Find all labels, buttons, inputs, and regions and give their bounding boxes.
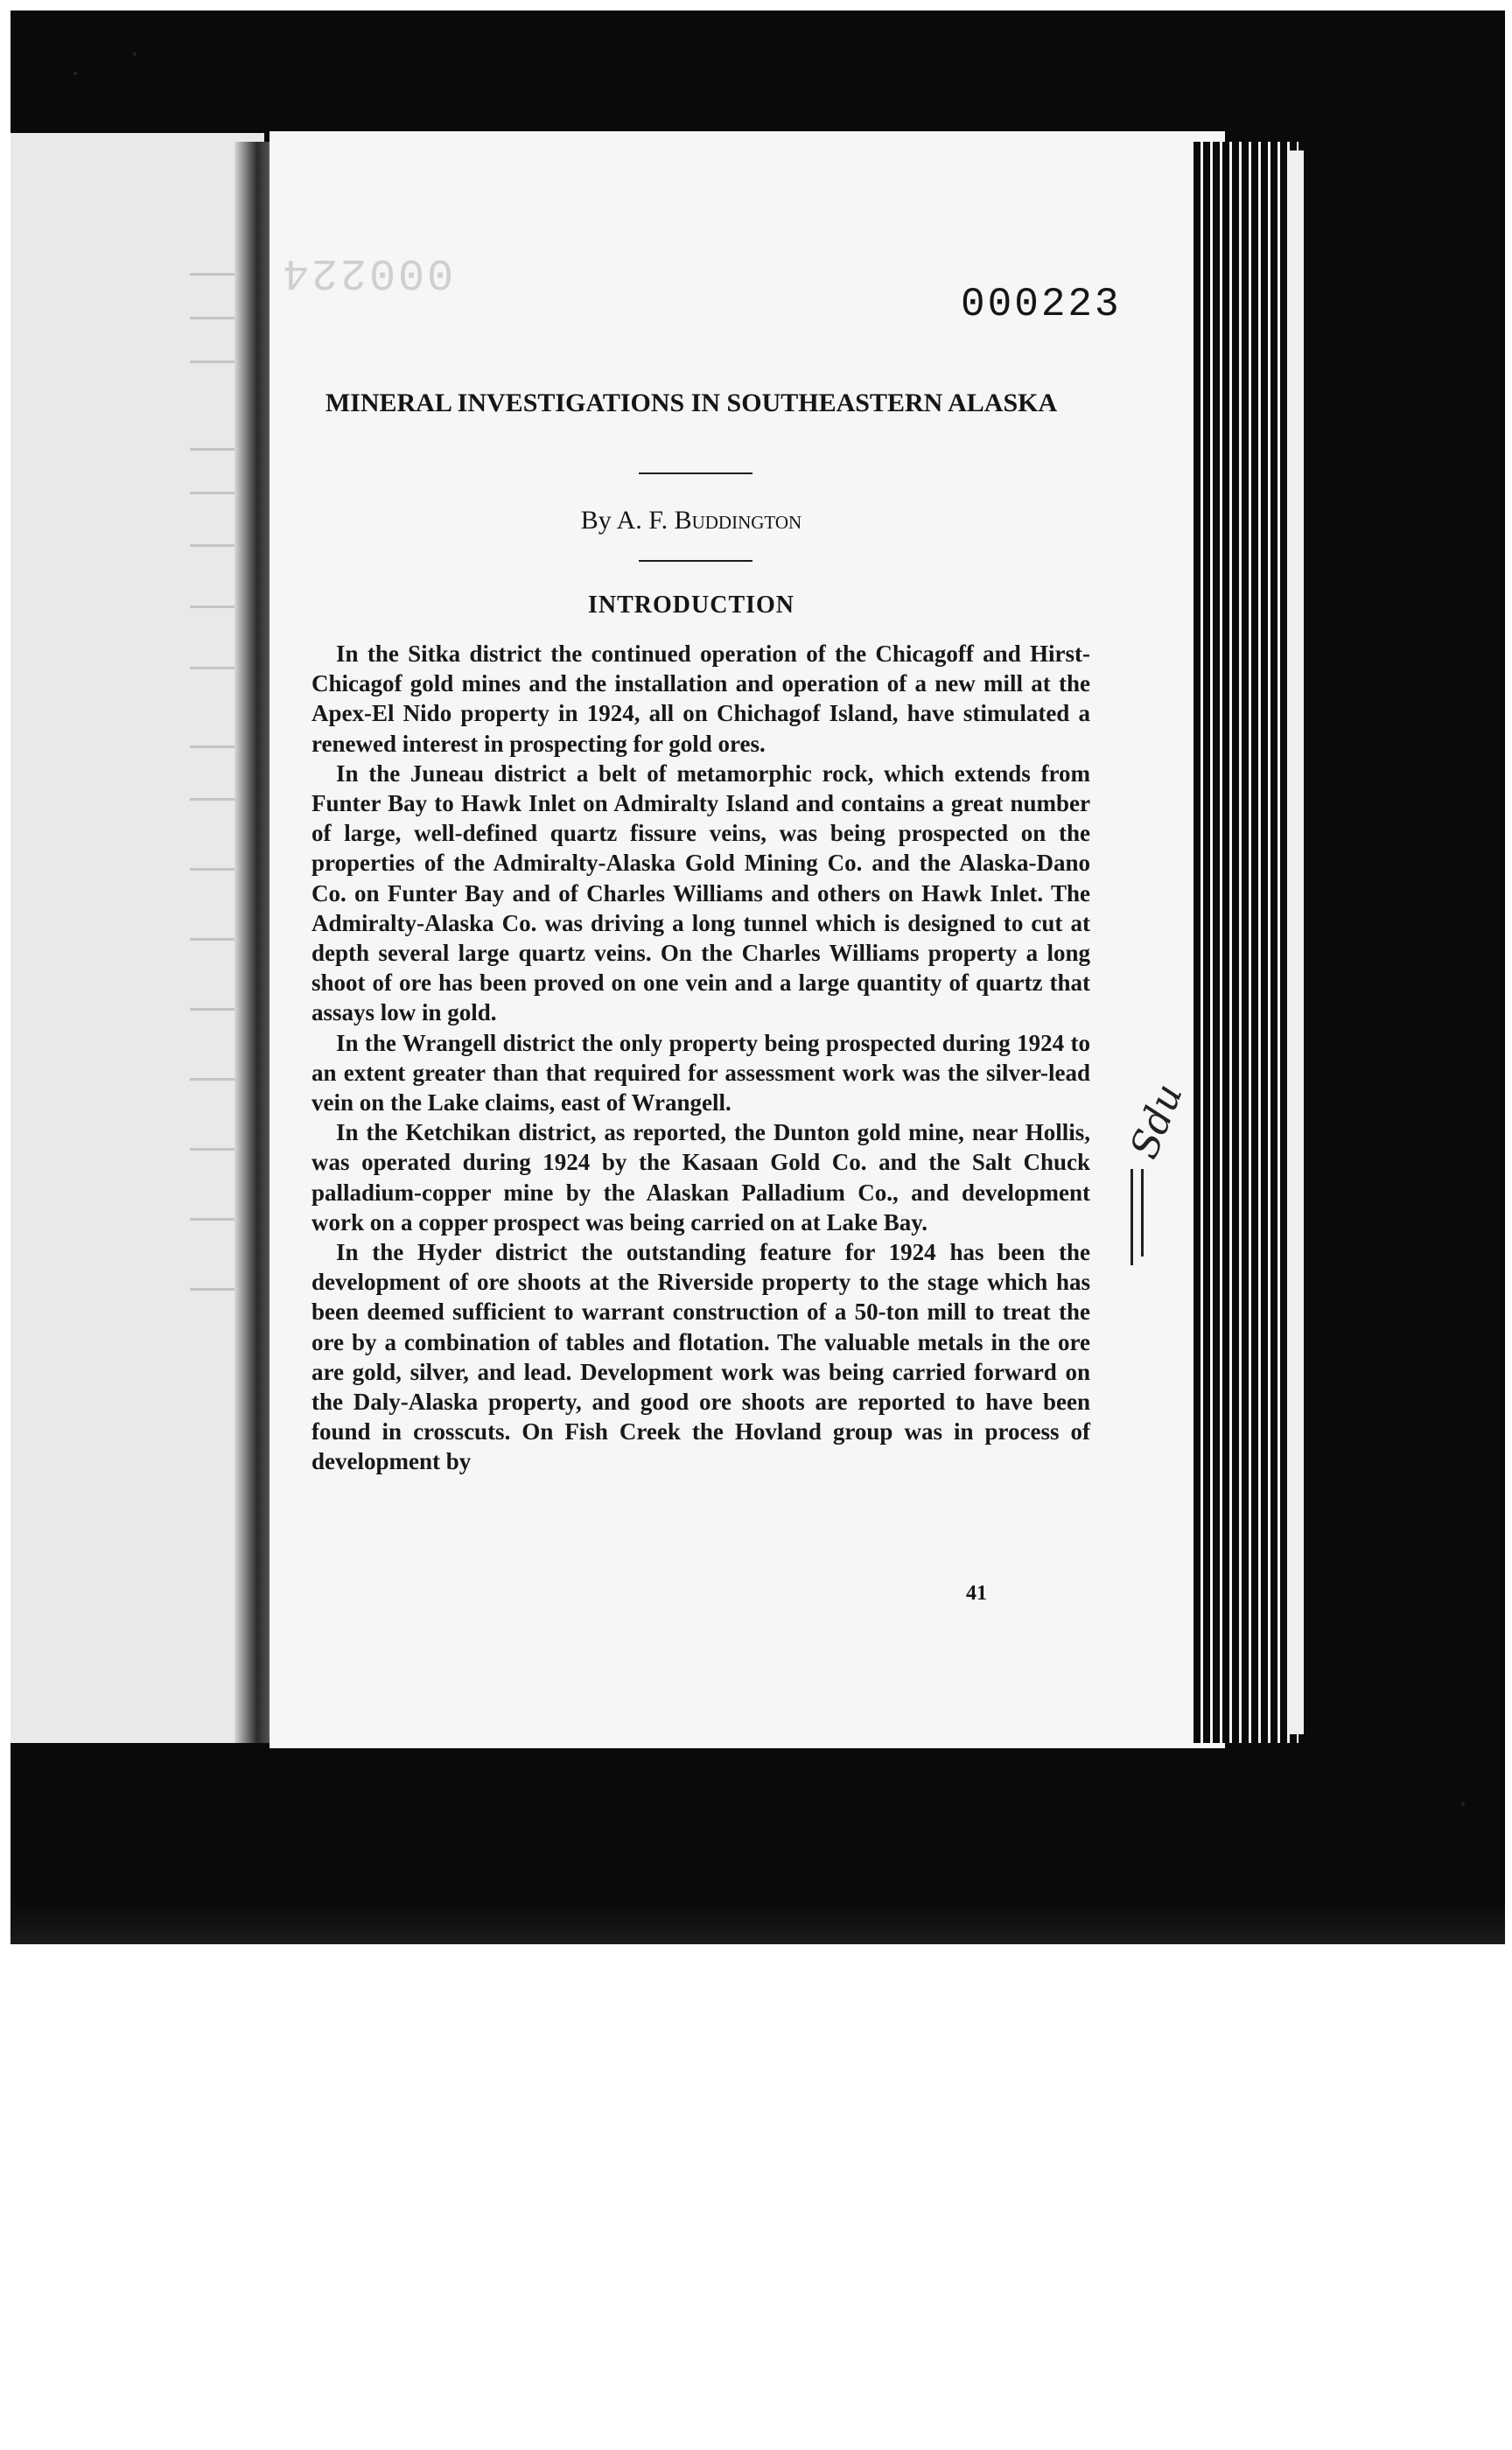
page-folio: 41 xyxy=(966,1582,987,1605)
author-byline xyxy=(315,506,1068,536)
byline-name: Buddington xyxy=(674,506,802,535)
paragraph-wrangell: In the Wrangell district the only property being prospected during 1924 to an extent greater than that required for assessment work was the silver-lead vein on the Lake claims, east of Wrangell. xyxy=(312,1029,1090,1116)
scan-speck xyxy=(133,52,136,56)
paragraph-hyder: In the Hyder district the outstanding feature for 1924 has been the development of ore shoots at the Riverside property to the stage which has been deemed sufficient to warrant construction of a 50-ton mill to treat the ore by a combination of tables and flotation. The valuable metals in the ore are gold, silver, and lead. Development work was being carried forward on the Daly-Alaska property, and good ore shoots are reported to have been found in crosscuts. On Fish Creek the Hovland group was in process of development by xyxy=(312,1239,1090,1475)
section-heading: INTRODUCTION xyxy=(587,592,795,619)
handwritten-margin-mark: Sdu xyxy=(1118,1125,1223,1248)
body-text xyxy=(312,639,1090,1477)
bleed-through-stamp: 000224 xyxy=(280,247,454,297)
paragraph-juneau: In the Juneau district a belt of metamorphic rock, which extends from Funter Bay to Hawk Inlet on Admiralty Island and contains a great number of large, well-defined quartz fissure veins, was being prospected on the properties of the Admiralty-Alaska Gold Mining Co. and the Alaska-Dano Co. on Funter Bay and of Charles Williams and others on Hawk Inlet. The Admiralty-Alaska Co. was driving a long tunnel which is designed to cut at depth several large quartz veins. On the Charles Williams property a long shoot of ore has been proved on one vein and a large quantity of quartz that assays low in gold. xyxy=(312,760,1090,1026)
book-spine xyxy=(234,142,270,1743)
facing-page xyxy=(10,133,264,1743)
page-edge-stack xyxy=(1194,142,1298,1743)
scan-speck xyxy=(74,72,77,75)
paragraph-ketchikan: In the Ketchikan district, as reported, the Dunton gold mine, near Hollis, was operated during 1924 by the Kasaan Gold Co. and the Salt Chuck palladium-copper mine by the Alaskan Palladium Co., and development work on a copper prospect was being carried on at Lake Bay. xyxy=(312,1119,1090,1236)
title-rule xyxy=(639,472,752,474)
scan-shadow xyxy=(10,1900,1505,1944)
byline-rule xyxy=(639,560,752,562)
page-edge-light xyxy=(1288,150,1304,1734)
byline-prefix: By A. F. xyxy=(580,506,668,535)
document-title: MINERAL INVESTIGATIONS IN SOUTHEASTERN ALASKA xyxy=(325,388,1058,417)
document-stamp-number: 000223 xyxy=(961,282,1122,327)
paragraph-sitka: In the Sitka district the continued operation of the Chicagoff and Hirst-Chicagof gold mines and the installation and operation of a new mill at the Apex-El Nido property in 1924, all on Chichagof Island, have stimulated a renewed interest in prospecting for gold ores. xyxy=(312,640,1090,757)
scan-speck xyxy=(1461,1802,1465,1806)
